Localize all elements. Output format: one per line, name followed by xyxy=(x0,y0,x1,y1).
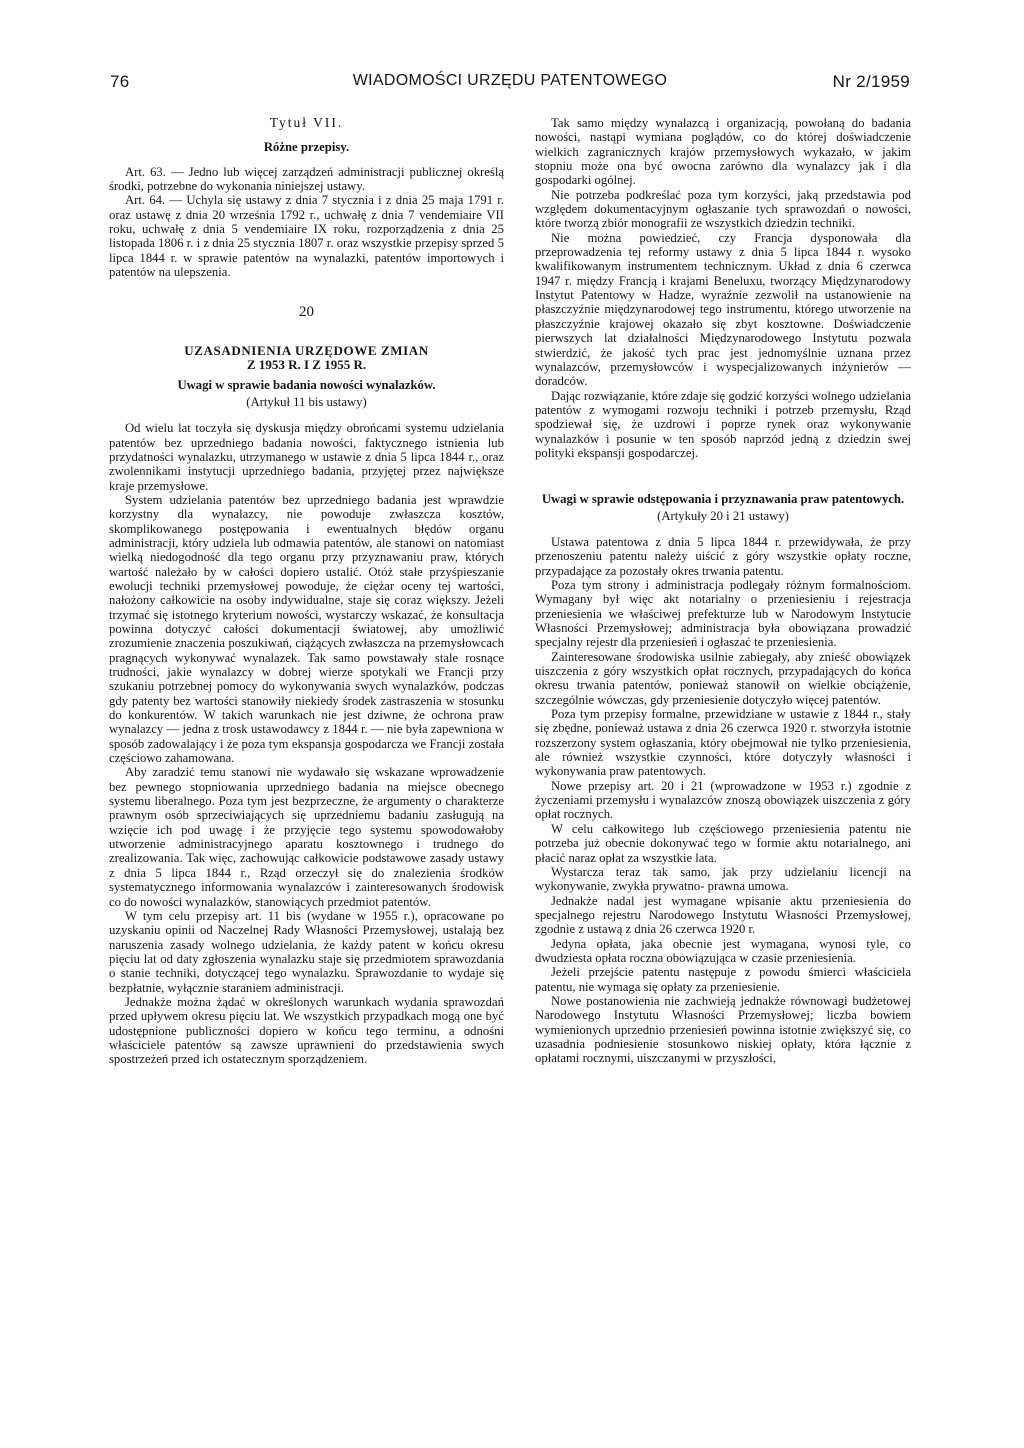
article-64: Art. 64. — Uchyla się ustawy z dnia 7 stycznia i z dnia 25 maja 1791 r. oraz ustawę z dnia 20 września 1792 r., uchwałę z dnia 7 vendemiaire VII roku, uchwałę z dnia 5 vendemiaire IX roku, rozporządzenia z dnia 25 listopada 1806 r. i z dnia 25 stycznia 1807 r. oraz wszystkie przepisy sprzed 5 lipca 1844 r. w sprawie patentów na wynalazki, patentów importowych i patentów na ulepszenia. xyxy=(109,193,504,280)
spacer xyxy=(535,460,911,492)
paragraph: Tak samo między wynalazcą i organizacją, powołaną do badania nowości, nastąpi wymiana poglądów, co do której doświadczenie wielkich zagranicznych krajów przemysłowych wykazało, w jakim stopniu może ona być owocna zarówno dla wynalazcy jak i dla gospodarki ogólnej. xyxy=(535,116,911,188)
page-header xyxy=(110,70,910,96)
paragraph: Od wielu lat toczyła się dyskusja między obrońcami systemu udzielania patentów bez uprzedniego badania nowości, faktycznego istnienia lub przydatności wynalazku, utrzymanego w ustawie z dnia 5 lipca 1844 r., oraz zwolennikami instytucji uprzedniego badania, przyjętej przez największe kraje przemysłowe. xyxy=(109,421,504,493)
paragraph: Nie można powiedzieć, czy Francja dysponowała dla przeprowadzenia tej reformy ustawy z dnia 5 lipca 1844 r. wysoko kwalifikowanym instrumentem technicznym. Układ z dnia 6 czerwca 1947 r. między Francją i krajami Beneluxu, tworzący Międzynarodowy Instytut Patentowy w Hadze, wyraźnie zezwolił na ustanowienie na płaszczyźnie międzynarodowej tego instrumentu, którego utworzenie na płaszczyźnie krajowej okazało się zbyt kosztowne. Doświadczenie pierwszych lat działalności Międzynarodowego Instytutu pozwala stwierdzić, że jakość tych prac jest jednomyślnie uznana przez wynalazców, przemysłowców i wyspecjalizowanych inżynierów — doradców. xyxy=(535,230,911,389)
paragraph: Zainteresowane środowiska usilnie zabiegały, aby znieść obowiązek uiszczenia z góry wszystkich opłat rocznych, przypadających do końca okresu trwania patentów, ponieważ stanowił on wielkie obciążenie, szczególnie wówczas, gdy przeniesienie dotyczyło więcej patentów. xyxy=(535,649,911,707)
article-note-20-21: (Artykuły 20 i 21 ustawy) xyxy=(657,508,789,523)
paragraph: Jedyna opłata, jaka obecnie jest wymagana, wynosi tyle, co dwudziesta opłata roczna obowiązująca w czasie przeniesienia. xyxy=(535,936,911,965)
paragraph: System udzielania patentów bez uprzedniego badania jest wprawdzie korzystny dla wynalazcy, nie powoduje zwłaszcza kosztów, skomplikowanego postępowania i ewentualnych błędów organu administracji, który udziela lub odmawia patentów, ale stanowi on natomiast wielką niedogodność dla tego organu przy przyznawaniu praw, których wartość należało by w całości dopiero ustalić. Otóż stałe przyśpieszanie ewolucji techniki przemysłowej powoduje, że ciężar oceny tej wartości, nałożony całkowicie na osoby indywidualne, staje się coraz większy. Jeżeli trzymać się istotnego kryterium nowości, wystarczy wskazać, że konsultacja powinna dotyczyć całości dokumentacji światowej, aby umożliwić zrozumienie znaczenia poszukiwań, ciążących zwłaszcza na przemysłowcach pragnących wykonywać wynalazek. Tak samo powstawały stale rosnące trudności, jakie wynalazcy w dobrej wierze spotykali we Francji przy szukaniu potrzebnej pomocy do wykonywania swych wynalazków, podczas gdy patenty bez wartości stanowiły niekiedy środek zastraszenia w stosunku do konkurentów. W takich warunkach nie jest dziwne, że ochrona praw wynalazcy — jedna z trosk ustawodawcy z 1844 r. — nie była zapewniona w sposób zadowalający i że poza tym ekspansja gospodarcza we Francji została częściowo zahamowana. xyxy=(109,492,504,766)
paragraph: Dając rozwiązanie, które zdaje się godzić korzyści wolnego udzielania patentów z wymogami rozwoju techniki i potrzeb przemysłu, Rząd spodziewał się, że uzdrowi i poprze rynek oraz wykonywanie wynalazków i posunie w ten sposób naprzód jedną z dziedzin swej polityki ekspansji gospodarczej. xyxy=(535,388,911,460)
subheading-transfer: Uwagi w sprawie odstępowania i przyznawania praw patentowych. xyxy=(541,492,905,507)
paragraph: W tym celu przepisy art. 11 bis (wydane w 1955 r.), opracowane po uzyskaniu opinii od Naczelnej Rady Własności Przemysłowej, ustalają bez naruszenia zasady wolnego udzielania, że każdy patent w końcu okresu pięciu lat od daty zgłoszenia wynalazku staje się przedmiotem sprawozdania o stanie techniki, dotyczącej tego wynalazku. Sprawozdanie to wydaje się bezpłatnie, wyłącznie staraniem administracji. xyxy=(109,908,504,995)
paragraph: Poza tym strony i administracja podlegały różnym formalnościom. Wymagany był więc akt notarialny o przeniesieniu i rejestracja przeniesienia we właściwej prefekturze lub w Narodowym Instytucie Własności Przemysłowej; administracja była obowiązana prowadzić specjalny rejestr dla przeniesień i ogłaszać te przeniesienia. xyxy=(535,577,911,650)
page-number: 76 xyxy=(110,72,130,91)
subheading-novelty: Uwagi w sprawie badania nowości wynalazków. xyxy=(177,378,436,393)
journal-title: WIADOMOŚCI URZĘDU PATENTOWEGO xyxy=(352,72,668,89)
paragraph: Poza tym przepisy formalne, przewidziane w ustawie z 1844 r., stały się zbędne, ponieważ ustawa z dnia 26 czerwca 1920 r. stworzyła istotnie rozszerzony system ogłaszania, który obejmował nie tylko przeniesienia, ale również wszystkie czynności, które dotyczyły własności i wykonywania praw patentowych. xyxy=(535,707,911,779)
paragraph: Nowe postanowienia nie zachwieją jednakże równowagi budżetowej Narodowego Instytutu Własności Przemysłowej; liczba bowiem wymienionych uprzednio przeniesień powinna istotnie zwiększyć się, co uzasadnia podniesienie stosunkowo niskiej opłaty, która łącznie z opłatami rocznymi, uiszczanymi w przyszłości, xyxy=(535,993,911,1066)
article-63: Art. 63. — Jedno lub więcej zarządzeń administracji publicznej określą środki, potrzebne do wykonania niniejszej ustawy. xyxy=(109,164,504,194)
paragraph: Nowe przepisy art. 20 i 21 (wprowadzone w 1953 r.) zgodnie z życzeniami przemysłu i wynalazców znoszą obowiązek uiszczenia z góry opłat rocznych. xyxy=(535,778,911,822)
paragraph: Wystarcza teraz tak samo, jak przy udzielaniu licencji na wykonywanie, zwykła prywatno- prawna umowa. xyxy=(535,864,911,894)
issue-number: Nr 2/1959 xyxy=(832,72,910,91)
paragraph: W celu całkowitego lub częściowego przeniesienia patentu nie potrzeba już obecnie dokonywać tego w formie aktu notarialnego, ani płacić naraz opłat za wszystkie lata. xyxy=(535,821,911,865)
article-note-11bis: (Artykuł 11 bis ustawy) xyxy=(246,394,367,409)
section-title: UZASADNIENIA URZĘDOWE ZMIAN xyxy=(184,342,429,358)
right-column xyxy=(535,116,911,1066)
paragraph: Aby zaradzić temu stanowi nie wydawało się wskazane wprowadzenie bez pewnego stopniowania uprzedniego badania na miejsce obecnego systemu liberalnego. Poza tym jest bezprzeczne, że argumenty o charakterze prawnym osób sprzeciwiających się uprzedniemu badaniu zasługują na wzięcie ich pod uwagę i że przyjęcie tego systemu spowodowałoby utworzenie administracyjnego aparatu kosztownego i trudnego do zrealizowania. Tak więc, zachowując całkowicie podstawowe zasady ustawy z dnia 5 lipca 1844 r., Rząd orzeczył się do znalezienia środków systematycznego informowania wynalazców i zainteresowanych środowisk co do nowości wynalazków, stanowiących przedmiot patentów. xyxy=(109,765,504,909)
paragraph: Jednakże można żądać w określonych warunkach wydania sprawozdań przed upływem okresu pięciu lat. We wszystkich przypadkach mogą one być udostępnione publiczności dopiero w końcu tego terminu, a odnośni właściciele patentów są zawsze uprawnieni do przedstawienia swych spostrzeżeń przed ich ostatecznym sporządzeniem. xyxy=(109,994,504,1067)
paragraph: Ustawa patentowa z dnia 5 lipca 1844 r. przewidywała, że przy przenoszeniu patentu należy uiścić z góry wszystkie opłaty roczne, przypadające za pozostały okres trwania patentu. xyxy=(535,534,911,578)
paragraph: Jednakże nadal jest wymagane wpisanie aktu przeniesienia do specjalnego rejestru Narodowego Instytutu Własności Przemysłowej, zgodnie z ustawą z dnia 26 czerwca 1920 r. xyxy=(535,893,911,937)
title-vii-heading: Tytuł VII. xyxy=(269,115,344,130)
paragraph: Jeżeli przejście patentu następuje z powodu śmierci właściciela patentu, nie wymaga się opłaty za przeniesienie. xyxy=(535,965,911,994)
paragraph: Nie potrzeba podkreślać poza tym korzyści, jaką przedstawia pod względem dokumentacyjnym ogłaszanie tych sprawozdań o nowości, które tworzą zbiór monografii ze wszystkich dziedzin techniki. xyxy=(535,187,911,231)
section-subtitle: Z 1953 R. I Z 1955 R. xyxy=(246,357,367,373)
left-column xyxy=(109,116,504,1067)
title-vii-name: Różne przepisy. xyxy=(263,140,350,155)
section-number: 20 xyxy=(299,304,314,321)
